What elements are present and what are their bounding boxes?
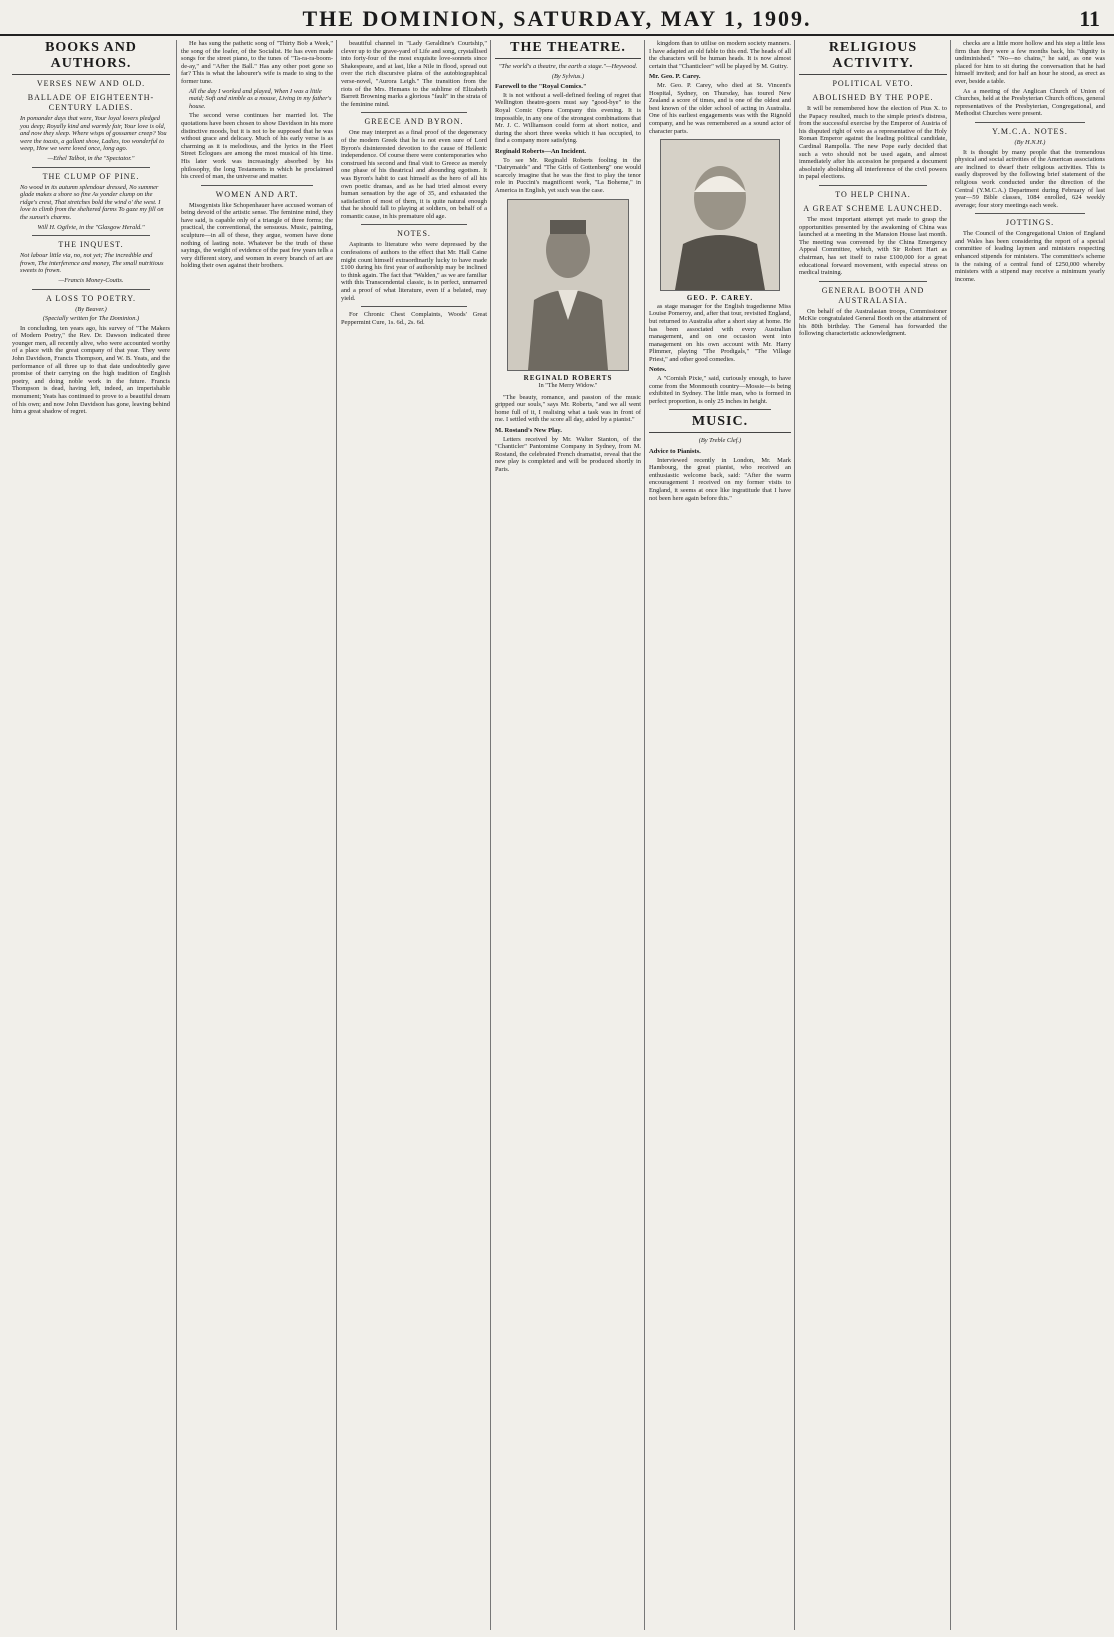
divider [669, 409, 771, 410]
loss-title: A LOSS TO POETRY. [46, 293, 136, 303]
women-art-heading: WOMEN AND ART. [215, 189, 299, 199]
divider [201, 185, 313, 186]
help-china-text: The most important attempt yet made to grasp the opportunities presented by the awakening of China was launched at a meeting in the Mansion House last month. The meeting was convened by the China Emergency Appeal Committee, which, with Sir Robert Hart as chairman, has set itself to raise £100,000 for a great educational forward movement, with especial stress on medical training. [799, 215, 947, 277]
farewell-text: It is not without a well-defined feeling of regret that Wellington theatre-goers must say "good-bye" to the Royal Comic Opera Company this evening. It is impossible, in any one of the strongest combinations that Mr. J. C. Williamson could form at short notice, and during the short three weeks which it has occupied, to find a company more satisfying. [495, 91, 641, 145]
clump-title: THE CLUMP OF PINE. [42, 171, 140, 181]
chest-complaint-ad: For Chronic Chest Complaints, Woods' Great Peppermint Cure, 1s. 6d., 2s. 6d. [341, 311, 487, 326]
verses-heading: VERSES NEW AND OLD. [36, 79, 146, 88]
theatre-notes-heading: Notes. [649, 366, 667, 374]
column-5 [644, 40, 795, 1630]
column-6 [794, 40, 951, 1630]
ymca-text: It is thought by many people that the tremendous physical and social activities of the American associations are inclined to dwarf their religious activities. This is easily disproved by the following brief statement of the religious work conducted under the direction of the Central (Y.M.C.A.) Department during February of last year—59 Bible classes, 1084 enrolled, 624 weekly average; four story meetings each week. [955, 148, 1105, 209]
booth-text: On behalf of the Australasian troops, Commissioner McKie congratulated General Booth on the attainment of his 80th birthday. The General has forwarded the following characteristic acknowledgment. [799, 307, 947, 338]
loss-note: (Specially written for The Dominion.) [42, 315, 140, 323]
portrait-illustration-icon [508, 200, 628, 370]
ymca-byline: (By H.N.H.) [1014, 138, 1046, 146]
divider [361, 112, 467, 113]
masthead [0, 0, 1114, 36]
column-7 [950, 40, 1105, 1630]
ballad-title: BALLADE OF EIGHTEENTH-CENTURY LADIES. [27, 93, 155, 112]
inquest-title: THE INQUEST. [58, 240, 124, 250]
column-4 [490, 40, 645, 1630]
notes-text: Aspirants to literature who were depressed by the confessions of authors to the effect that Mr. Hall Caine might count himself extraordinarily lucky to have made £100 during his first year of authorship may be inclined to think again. The fact that "Walden," as we are familiar with this Transcendental classic, is in perfect, unmarred and a proof of what literature, even if a belated, may yield. [341, 241, 487, 302]
clump-text: No wood in its autumn splendour dressed, No summer glade makes a shore so fine As yonder clump on the ridge's crest, That stretches bold the wind o' the west. I love to climb from the sheltered farms To gaze my fill on the sunset's charms. [20, 183, 164, 221]
theatre-title: THE THEATRE. [495, 40, 641, 59]
booth-heading: GENERAL BOOTH AND AUSTRALASIA. [821, 285, 925, 305]
church-union-text: As a meeting of the Anglican Church of Union of Churches, held at the Presbyterian Church offices, general representatives of the Presbyterian, Congregational, and Methodist Churches were present. [955, 87, 1105, 118]
pianists-text: Interviewed recently in London, Mr. Mark Hambourg, the great pianist, who received an enthusiastic welcome back, said: "After the warm encouragement I received on my former visits to England, it seems at once like ingratitude that I have not been here again before this." [649, 456, 791, 502]
carey-text: Mr. Geo. P. Carey, who died at St. Vincent's Hospital, Sydney, on Thursday, has toured New Zealand a score of times, and is one of the oldest and best known of the older school of acting in Australia. One of his earliest engagements was with the Rignold company, and he was remembered as a sound actor of character parts. [649, 81, 791, 135]
help-china-subheading: A GREAT SCHEME LAUNCHED. [803, 203, 943, 213]
roberts-text: To see Mr. Reginald Roberts fooling in the "Dairymaids" and "The Girls of Gottenberg" one would scarcely imagine that he was the first to play the tenor role in Puccini's magnificent work, "La Boheme," in America in English, yet such was the case. [495, 156, 641, 194]
loss-text: In concluding, ten years ago, his survey of "The Makers of Modern Poetry," the Rev. Dr. Dawson indicated three younger men, all recently alive, who were accounted worthy of a place with the great company of that year. They were John Davidson, Francis Thompson, and W. B. Yeats, and the performance of all three up to that date undoubtedly gave promise of their carrying on the high tradition of English poetry, and doing noble work in the future. Francis Thompson is dead, having left, indeed, an imperishable monument; Yeats has continued to prove to a beautiful dream of his own; and now John Davidson has gone, leaving behind him a great shadow of regret. [12, 324, 170, 416]
notes-heading: NOTES. [397, 229, 431, 239]
geo-carey-portrait [660, 139, 780, 291]
reginald-roberts-portrait [507, 199, 629, 371]
inquest-text: Not labour little via, no, not yet; The incredible and frown, The interference and money, The small nutritious sweets to frown. [20, 252, 164, 275]
greece-byron-heading: GREECE AND BYRON. [364, 117, 464, 127]
rostand-text: Letters received by Mr. Walter Stanton, of the "Chanticler" Pantomime Company in Sydney, from M. Rostand, the celebrated French dramatist, reveal that the new play is completed and will be produced shortly in Paris. [495, 435, 641, 474]
abolished-heading: ABOLISHED BY THE POPE. [812, 93, 934, 102]
divider [32, 235, 150, 236]
roberts-heading: Reginald Roberts—An Incident. [495, 147, 587, 155]
political-veto-heading: POLITICAL VETO. [832, 79, 914, 88]
farewell-heading: Farewell to the "Royal Comics." [495, 83, 587, 91]
column-1 [12, 40, 174, 1630]
pope-interview-text: checks are a little more hollow and his step a little less firm than they were a few months back, his "dignity is undiminished." "No—no chains," he said, as one was placed for him to sit during the conversation that he had himself invited; and for half an hour he stood, as erect as ever, beside a table. [955, 40, 1105, 85]
theatre-epigraph: "The world's a theatre, the earth a stage."—Heywood. [498, 63, 638, 70]
carey-lower-text: as stage manager for the English tragedienne Miss Louise Pomeroy, and, after that tour, revisited England, but returned to Australia after a short stay at home. He has been associated with every Australian management, and on one occasion went into management on his own account with Mr. Harry Plimmer, playing "The Prodigals," "The Village Priest," and other good comedies. [649, 302, 791, 363]
jottings-text: The Council of the Congregational Union of England and Wales has been considering the report of a special committee of leading laymen and ministers respecting enhanced stipends for ministers. The committee's scheme is the raising of a central fund of £250,000 whereby ministers with a stipend may receive a minimum yearly income. [955, 230, 1105, 283]
divider [819, 281, 927, 282]
divider [32, 167, 150, 168]
loss-byline: (By Beaver.) [75, 305, 107, 313]
ballad-text: In pomander days that were, Your loyal lovers pledged you deep; Royally kind and warmly fair, Your love is old, and now they sleep. Where wisps of gossamer creep? You were the toasts, a gallant show, Ladies, too wonderful to weep, How we were loved once, long ago. [20, 115, 167, 153]
abolished-text: It will be remembered how the election of Pius X. to the Papacy resulted, much to the simple priest's distress, from the successful exercise by the Emperor of Austria of his disputed right of veto as a representative of the Holy Roman Emperor against the leading political candidate, Cardinal Rampolla. The new Pope early decided that such a veto should not be used again, and almost immediately after his accession he prepared a document absolutely abolishing all interference of the civil powers in papal elections. [799, 105, 947, 181]
carey-heading: Mr. Geo. P. Carey. [649, 73, 701, 81]
roberts-caption-sub: In "The Merry Widow." [538, 382, 598, 390]
roberts-lower-text: "The beauty, romance, and passion of the music gripped our souls," says Mr. Roberts, "and we all went home full of it, I realising what a task was in front of me. I settled with the score all day, aided by a pianist." [495, 393, 641, 424]
divider [975, 213, 1085, 214]
browning-intro: beautiful channel in "Lady Geraldine's Courtship," clever up to the grave-yard of Life and song, crystallised into forty-four of the most exquisite love-sonnets since Shakespeare, and at last, like a Nile in flood, spread out over the rich discursive plains of the autobiographical verse-novel, "Aurora Leigh." The transition from the riots of the Mrs. Hemans to the sublime of Elizabeth Barrett Browning marks a glorious "fault" in the strata of the feminine mind. [341, 40, 487, 108]
inquest-credit: —Francis Money-Coutts. [58, 276, 124, 284]
jottings-heading: JOTTINGS. [1005, 218, 1055, 228]
newspaper-columns [12, 40, 1104, 1630]
davidson-intro: He has sung the pathetic song of "Thirty Bob a Week," the song of the loafer, of the Socialist. He has even made songs for the street piano, to the tunes of "Ta-ra-ra-boom-de-ay," and "After the Ball." Has any other poet gone so far? This is what the labourer's wife is made to sing to the former tune. [181, 40, 333, 85]
chanticleer-text: kingdom than to utilise on modern society manners. I have adapted an old fable to this end. The heads of all the characters will be human heads. It is now almost certain that "Chanticleer" will be played by M. Guitry. [649, 40, 791, 70]
carey-caption: GEO. P. CAREY. [686, 294, 754, 303]
ymca-heading: Y.M.C.A. NOTES. [992, 126, 1068, 136]
religious-activity-title: RELIGIOUS ACTIVITY. [799, 40, 947, 75]
column-3 [336, 40, 491, 1630]
divider [361, 306, 467, 307]
music-byline: (By Treble Clef.) [698, 437, 742, 445]
davidson-verse: All the day I worked and played, When I was a little maid; Soft and nimble as a mouse, Living in my father's house. [189, 87, 332, 110]
divider [32, 289, 150, 290]
davidson-body: The second verse continues her married lot. The quotations have been chosen to show Davidson in his more distinctive moods, but it is not to be supposed that he was without grace and delicacy. Much of his early verse is as charming as it is melodious, and the lyrics in the Fleet Street Eclogues are among the most musical of his time. His later work was increasingly absorbed by his philosophy, the long Testaments in which he proclaimed his creed of man, the universe and matter. [181, 112, 333, 181]
music-title: MUSIC. [649, 414, 791, 433]
ballad-credit: —Ethel Talbot, in the "Spectator." [47, 154, 135, 162]
help-china-heading: TO HELP CHINA. [835, 189, 911, 199]
rostand-heading: M. Rostand's New Play. [495, 427, 562, 435]
masthead-title: THE DOMINION, SATURDAY, MAY 1, 1909. [302, 6, 812, 31]
page-number: 11 [1079, 6, 1100, 31]
women-art-text: Misogynists like Schopenhauer have accused woman of being devoid of the artistic sense. The feminine mind, they have said, is capable only of a triangle of three forms; the practical, the conventional, the sensuous. Music, painting, sculpture—in all of these, they argue, women have done nothing of lasting note. Whatever be the truth of these sayings, the weight of evidence of the past few years tells a very different story, and women in every branch of art are holding their own against their brothers. [181, 201, 333, 270]
divider [819, 185, 927, 186]
divider [361, 224, 467, 225]
books-authors-title: BOOKS AND AUTHORS. [12, 40, 170, 75]
theatre-notes-text: A "Cornish Pixie," said, curiously enough, to have come from the Monmouth country—Mossie—is being exhibited in Sydney. The little man, who is formed in perfect proportion, is only 25 inches in height. [649, 375, 791, 405]
roberts-caption: REGINALD ROBERTS [523, 373, 613, 382]
theatre-byline: (By Sylvius.) [551, 72, 585, 80]
pianists-heading: Advice to Pianists. [649, 448, 701, 456]
column-2 [176, 40, 337, 1630]
greece-byron-text: One may interpret as a final proof of the degeneracy of the modern Greek that he is not even sure of Lord Byron's disinterested devotion to the cause of Hellenic independence. Of course there were contemporaries who construed his second and final visit to Greece as merely one phase of his theatrical and abounding egotism. It was Byron's habit to cast himself as the hero of all his own poetic dramas, and as he had tried almost every human sensation by the age of 35, and exhausted the satisfaction of most of them, it is quite natural enough that he should fall to playing at soldiers, on behalf of a romantic cause, in his premature old age. [341, 129, 487, 220]
divider [975, 122, 1085, 123]
clump-credit: Will H. Ogilvie, in the "Glasgow Herald." [37, 223, 145, 231]
portrait-illustration-icon [661, 140, 779, 290]
